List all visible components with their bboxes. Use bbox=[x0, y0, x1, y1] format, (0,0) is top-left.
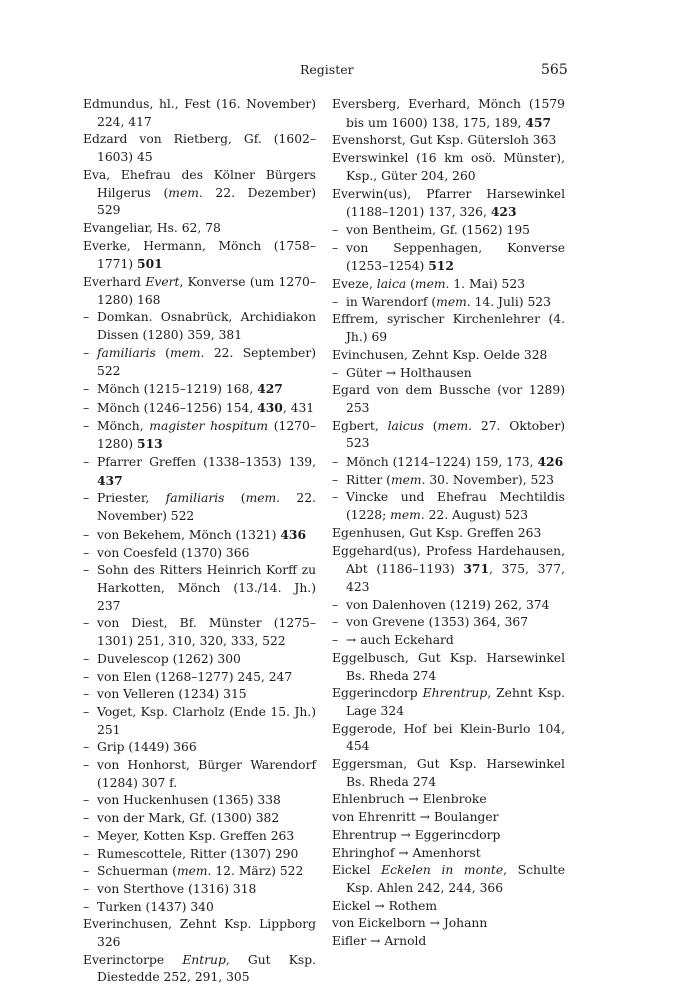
index-entry bbox=[332, 311, 565, 346]
page-number: 565 bbox=[541, 62, 568, 78]
entry-text: Ritter ( bbox=[346, 472, 391, 487]
entry-text: 423 bbox=[490, 204, 517, 220]
entry-text: 427 bbox=[257, 381, 283, 397]
entry-text: 14. Juli) 523 bbox=[470, 294, 551, 309]
entry-text: Voget, Ksp. Clarholz (Ende 15. Jh.) 251 bbox=[97, 704, 316, 737]
index-entry bbox=[332, 862, 565, 897]
index-entry bbox=[83, 96, 316, 131]
index-subentry bbox=[332, 489, 565, 524]
index-subentry bbox=[83, 881, 316, 899]
index-subentry bbox=[332, 453, 565, 472]
subentry-dash: – bbox=[83, 828, 90, 843]
index-entry bbox=[332, 915, 565, 933]
index-subentry bbox=[83, 454, 316, 490]
index-column-left bbox=[83, 96, 316, 987]
entry-text: Schuerman ( bbox=[97, 864, 177, 879]
entry-text: mem. bbox=[436, 294, 471, 309]
index-entry bbox=[332, 347, 565, 365]
entry-text: von Sterthove (1316) 318 bbox=[97, 881, 257, 896]
entry-text: laica bbox=[376, 277, 407, 292]
entry-text: Grip (1449) 366 bbox=[97, 740, 197, 755]
entry-text: Eggelbusch, Gut Ksp. Harsewinkel Bs. Rheda 274 bbox=[332, 650, 565, 683]
entry-text: 1. Mai) 523 bbox=[449, 277, 526, 292]
entry-text: Pfarrer Greffen (1338–1353) 139, bbox=[97, 455, 316, 470]
entry-text: Eggerincdorp bbox=[332, 686, 423, 701]
index-subentry bbox=[83, 669, 316, 687]
entry-text: Eickel bbox=[332, 863, 382, 878]
entry-text: Everwin(us), Pfarrer Harsewinkel (1188–1201) 137, 326, bbox=[332, 186, 565, 220]
entry-text: Ehrentrup → Eggerincdorp bbox=[332, 827, 501, 842]
entry-text: 437 bbox=[97, 472, 123, 488]
entry-text: , 375, 377, 423 bbox=[346, 562, 565, 594]
subentry-dash: – bbox=[332, 597, 339, 612]
entry-text: Domkan. Osnabrück, Archidiakon Dissen (1280) 359, 381 bbox=[97, 310, 316, 343]
index-entry bbox=[332, 845, 565, 863]
subentry-dash: – bbox=[83, 793, 90, 808]
subentry-dash: – bbox=[332, 294, 339, 309]
entry-text: mem. bbox=[437, 418, 473, 433]
entry-text: 12. März) 522 bbox=[211, 864, 304, 879]
entry-text: Mönch (1246–1256) 154, bbox=[97, 400, 258, 415]
entry-text: 27. Oktober) 523 bbox=[346, 418, 565, 451]
entry-text: Eickel → Rothem bbox=[332, 898, 438, 913]
subentry-dash: – bbox=[332, 472, 339, 487]
index-subentry bbox=[83, 899, 316, 917]
index-subentry bbox=[83, 309, 316, 344]
index-entry bbox=[332, 150, 565, 185]
subentry-dash: – bbox=[83, 527, 90, 542]
subentry-dash: – bbox=[83, 400, 90, 415]
subentry-dash: – bbox=[83, 651, 90, 666]
subentry-dash: – bbox=[83, 881, 90, 896]
index-subentry bbox=[83, 490, 316, 525]
entry-text: Evert bbox=[145, 275, 180, 290]
subentry-dash: – bbox=[332, 365, 339, 380]
entry-text: 426 bbox=[537, 454, 564, 470]
index-subentry bbox=[83, 380, 316, 399]
entry-text: von Ehrenritt → Boulanger bbox=[332, 810, 499, 825]
subentry-dash: – bbox=[83, 491, 90, 506]
entry-text: Sohn des Ritters Heinrich Korff zu Harkotten, Mönch (13./14. Jh.) 237 bbox=[97, 563, 316, 613]
entry-text: magister hospitum bbox=[149, 418, 269, 433]
index-subentry bbox=[83, 704, 316, 739]
subentry-dash: – bbox=[83, 811, 90, 826]
index-subentry bbox=[83, 686, 316, 704]
index-entry bbox=[332, 685, 565, 720]
index-entry bbox=[332, 898, 565, 916]
subentry-dash: – bbox=[83, 899, 90, 914]
entry-text: Turken (1437) 340 bbox=[97, 899, 214, 914]
entry-text: Entrup bbox=[182, 952, 226, 967]
entry-text: laicus bbox=[387, 418, 424, 433]
subentry-dash: – bbox=[332, 490, 339, 505]
subentry-dash: – bbox=[83, 382, 90, 397]
entry-text: Güter → Holthausen bbox=[346, 365, 472, 380]
index-subentry bbox=[332, 240, 565, 276]
subentry-dash: – bbox=[83, 758, 90, 773]
entry-text: Evangeliar, Hs. 62, 78 bbox=[83, 220, 221, 235]
index-entry bbox=[332, 382, 565, 417]
index-subentry bbox=[83, 345, 316, 380]
entry-text: von Eickelborn → Johann bbox=[332, 916, 488, 931]
entry-text: (1270–1280) bbox=[97, 418, 316, 452]
subentry-dash: – bbox=[83, 616, 90, 631]
entry-text: Egard von dem Bussche (vor 1289) 253 bbox=[332, 383, 565, 415]
entry-text: Mönch, bbox=[97, 418, 150, 433]
entry-text: Mönch (1215–1219) 168, bbox=[97, 382, 258, 397]
index-subentry bbox=[332, 294, 565, 312]
entry-text: von Dalenhoven (1219) 262, 374 bbox=[346, 597, 550, 612]
subentry-dash: – bbox=[83, 345, 90, 360]
index-subentry bbox=[332, 472, 565, 490]
entry-text: von Elen (1268–1277) 245, 247 bbox=[97, 669, 293, 684]
entry-text: von Seppenhagen, Konverse (1253–1254) bbox=[346, 240, 565, 274]
entry-text: Everinctorpe bbox=[83, 952, 183, 967]
entry-text: mem. bbox=[169, 345, 205, 360]
index-entry bbox=[83, 274, 316, 309]
index-subentry bbox=[332, 222, 565, 240]
entry-text: Everke, Hermann, Mönch (1758–1771) bbox=[83, 238, 316, 272]
entry-text: 512 bbox=[428, 258, 454, 274]
entry-text: von Velleren (1234) 315 bbox=[97, 687, 247, 702]
index-subentry bbox=[332, 632, 565, 650]
index-entry bbox=[332, 96, 565, 132]
entry-text: , Konverse (um 1270–1280) 168 bbox=[97, 275, 316, 307]
entry-text: von Bekehem, Mönch (1321) bbox=[97, 527, 281, 542]
entry-text: Meyer, Kotten Ksp. Greffen 263 bbox=[97, 828, 295, 843]
entry-text: mem. bbox=[390, 508, 425, 523]
entry-text: Everswinkel (16 km osö. Münster), Ksp., Güter 204, 260 bbox=[332, 151, 565, 183]
entry-text: Ehlenbruch → Elenbroke bbox=[332, 792, 487, 807]
index-subentry bbox=[83, 792, 316, 810]
entry-text: Eva, Ehefrau des Kölner Bürgers Hilgerus ( bbox=[83, 167, 316, 200]
entry-text: Priester, bbox=[97, 491, 166, 506]
entry-text: Eifler → Arnold bbox=[332, 934, 427, 949]
entry-text: 436 bbox=[280, 526, 306, 542]
entry-text: 30. November), 523 bbox=[425, 472, 554, 487]
index-subentry bbox=[83, 651, 316, 669]
index-subentry bbox=[83, 810, 316, 828]
entry-text: mem. bbox=[176, 864, 212, 879]
index-entry bbox=[332, 132, 565, 150]
entry-text: von Grevene (1353) 364, 367 bbox=[346, 615, 529, 630]
index-subentry bbox=[83, 399, 316, 418]
entry-text: 430 bbox=[257, 399, 283, 415]
index-entry bbox=[332, 418, 565, 453]
entry-text: Everhard bbox=[83, 275, 146, 290]
entry-text: Eckelen in monte bbox=[381, 863, 504, 878]
entry-text: Eversberg, Everhard, Mönch (1579 bis um 1600) 138, 175, 189, bbox=[332, 97, 565, 130]
index-subentry bbox=[83, 418, 316, 454]
index-subentry bbox=[332, 597, 565, 615]
index-entry bbox=[332, 276, 565, 294]
entry-text: Eggerode, Hof bei Klein-Burlo 104, 454 bbox=[332, 721, 565, 754]
entry-text: → auch Eckehard bbox=[346, 633, 454, 648]
entry-text: Egbert, bbox=[332, 418, 388, 433]
subentry-dash: – bbox=[83, 310, 90, 325]
entry-text: 22. November) 522 bbox=[97, 491, 316, 524]
subentry-dash: – bbox=[83, 864, 90, 879]
entry-text: familiaris bbox=[97, 345, 156, 360]
entry-text: Eveze, bbox=[332, 277, 377, 292]
subentry-dash: – bbox=[83, 545, 90, 560]
entry-text: von Diest, Bf. Münster (1275–1301) 251, 310, 320, 333, 522 bbox=[97, 616, 316, 649]
index-subentry bbox=[83, 615, 316, 650]
entry-text: in Warendorf ( bbox=[346, 294, 437, 309]
index-subentry bbox=[83, 739, 316, 757]
subentry-dash: – bbox=[332, 455, 339, 470]
index-entry bbox=[83, 131, 316, 166]
entry-text: , Schulte Ksp. Ahlen 242, 244, 366 bbox=[346, 863, 565, 895]
entry-text: , 431 bbox=[282, 400, 315, 415]
subentry-dash: – bbox=[83, 687, 90, 702]
entry-text: mem. bbox=[414, 277, 450, 292]
entry-text: Mönch (1214–1224) 159, 173, bbox=[346, 455, 538, 470]
entry-text: Duvelescop (1262) 300 bbox=[97, 651, 241, 666]
index-entry bbox=[332, 827, 565, 845]
entry-text: Everinchusen, Zehnt Ksp. Lippborg 326 bbox=[83, 917, 316, 950]
index-column-right bbox=[332, 96, 565, 951]
entry-text: Evenshorst, Gut Ksp. Gütersloh 363 bbox=[332, 133, 557, 148]
index-entry bbox=[83, 167, 316, 220]
entry-text: ( bbox=[224, 491, 246, 506]
index-entry bbox=[332, 791, 565, 809]
entry-text: ( bbox=[155, 345, 170, 360]
entry-text: Rumescottele, Ritter (1307) 290 bbox=[97, 846, 299, 861]
subentry-dash: – bbox=[83, 418, 90, 433]
entry-text: von Honhorst, Bürger Warendorf (1284) 307 f. bbox=[97, 758, 316, 790]
entry-text: 501 bbox=[137, 256, 163, 272]
index-subentry bbox=[83, 846, 316, 864]
subentry-dash: – bbox=[332, 240, 339, 255]
index-entry bbox=[332, 756, 565, 791]
subentry-dash: – bbox=[83, 669, 90, 684]
subentry-dash: – bbox=[83, 740, 90, 755]
index-entry bbox=[332, 933, 565, 951]
subentry-dash: – bbox=[83, 563, 90, 578]
entry-text: Edzard von Rietberg, Gf. (1602–1603) 45 bbox=[83, 132, 316, 165]
index-subentry bbox=[83, 526, 316, 545]
subentry-dash: – bbox=[83, 846, 90, 861]
index-entry bbox=[83, 916, 316, 951]
entry-text: , Zehnt Ksp. Lage 324 bbox=[346, 686, 565, 718]
entry-text: ( bbox=[423, 418, 438, 433]
entry-text: 457 bbox=[525, 114, 552, 130]
index-entry bbox=[83, 220, 316, 238]
running-title: Register bbox=[300, 62, 354, 77]
entry-text: Vincke und Ehefrau Mechtildis (1228; bbox=[346, 490, 565, 523]
entry-text: Edmundus, hl., Fest (16. November) 224, 417 bbox=[83, 97, 316, 129]
index-subentry bbox=[83, 863, 316, 881]
index-entry bbox=[83, 952, 316, 987]
entry-text: Eggersman, Gut Ksp. Harsewinkel Bs. Rheda 274 bbox=[332, 757, 565, 789]
index-subentry bbox=[83, 562, 316, 615]
subentry-dash: – bbox=[332, 615, 339, 630]
subentry-dash: – bbox=[83, 704, 90, 719]
index-subentry bbox=[83, 545, 316, 563]
entry-text: familiaris bbox=[165, 491, 225, 506]
entry-text: von Huckenhusen (1365) 338 bbox=[97, 793, 281, 808]
index-entry bbox=[332, 721, 565, 756]
entry-text: mem. bbox=[245, 491, 281, 506]
index-entry bbox=[332, 809, 565, 827]
index-entry bbox=[83, 238, 316, 274]
subentry-dash: – bbox=[332, 222, 339, 237]
entry-text: Effrem, syrischer Kirchenlehrer (4. Jh.) 69 bbox=[332, 312, 565, 345]
subentry-dash: – bbox=[83, 455, 90, 470]
index-entry bbox=[332, 543, 565, 597]
entry-text: 22. Dezember) 529 bbox=[97, 185, 316, 218]
entry-text: Ehringhof → Amenhorst bbox=[332, 845, 481, 860]
entry-text: 22. August) 523 bbox=[424, 508, 529, 523]
index-entry bbox=[332, 186, 565, 222]
index-entry bbox=[332, 650, 565, 685]
entry-text: Ehrentrup bbox=[422, 686, 488, 701]
entry-text: 513 bbox=[137, 436, 163, 452]
entry-text: , Gut Ksp. Diestedde 252, 291, 305 bbox=[97, 952, 316, 985]
entry-text: 22. September) 522 bbox=[97, 345, 316, 378]
entry-text: ( bbox=[406, 277, 415, 292]
index-subentry bbox=[83, 757, 316, 792]
entry-text: Egenhusen, Gut Ksp. Greffen 263 bbox=[332, 525, 542, 540]
entry-text: mem. bbox=[168, 185, 203, 200]
entry-text: von der Mark, Gf. (1300) 382 bbox=[97, 811, 280, 826]
entry-text: von Coesfeld (1370) 366 bbox=[97, 545, 250, 560]
index-subentry bbox=[332, 365, 565, 383]
index-subentry bbox=[332, 614, 565, 632]
entry-text: Evinchusen, Zehnt Ksp. Oelde 328 bbox=[332, 347, 548, 362]
index-entry bbox=[332, 525, 565, 543]
entry-text: von Bentheim, Gf. (1562) 195 bbox=[346, 222, 530, 237]
entry-text: 371 bbox=[463, 561, 490, 577]
index-subentry bbox=[83, 828, 316, 846]
entry-text: Eggehard(us), Profess Hardehausen, Abt (1186–1193) bbox=[332, 543, 565, 577]
subentry-dash: – bbox=[332, 633, 339, 648]
entry-text: mem. bbox=[390, 472, 426, 487]
